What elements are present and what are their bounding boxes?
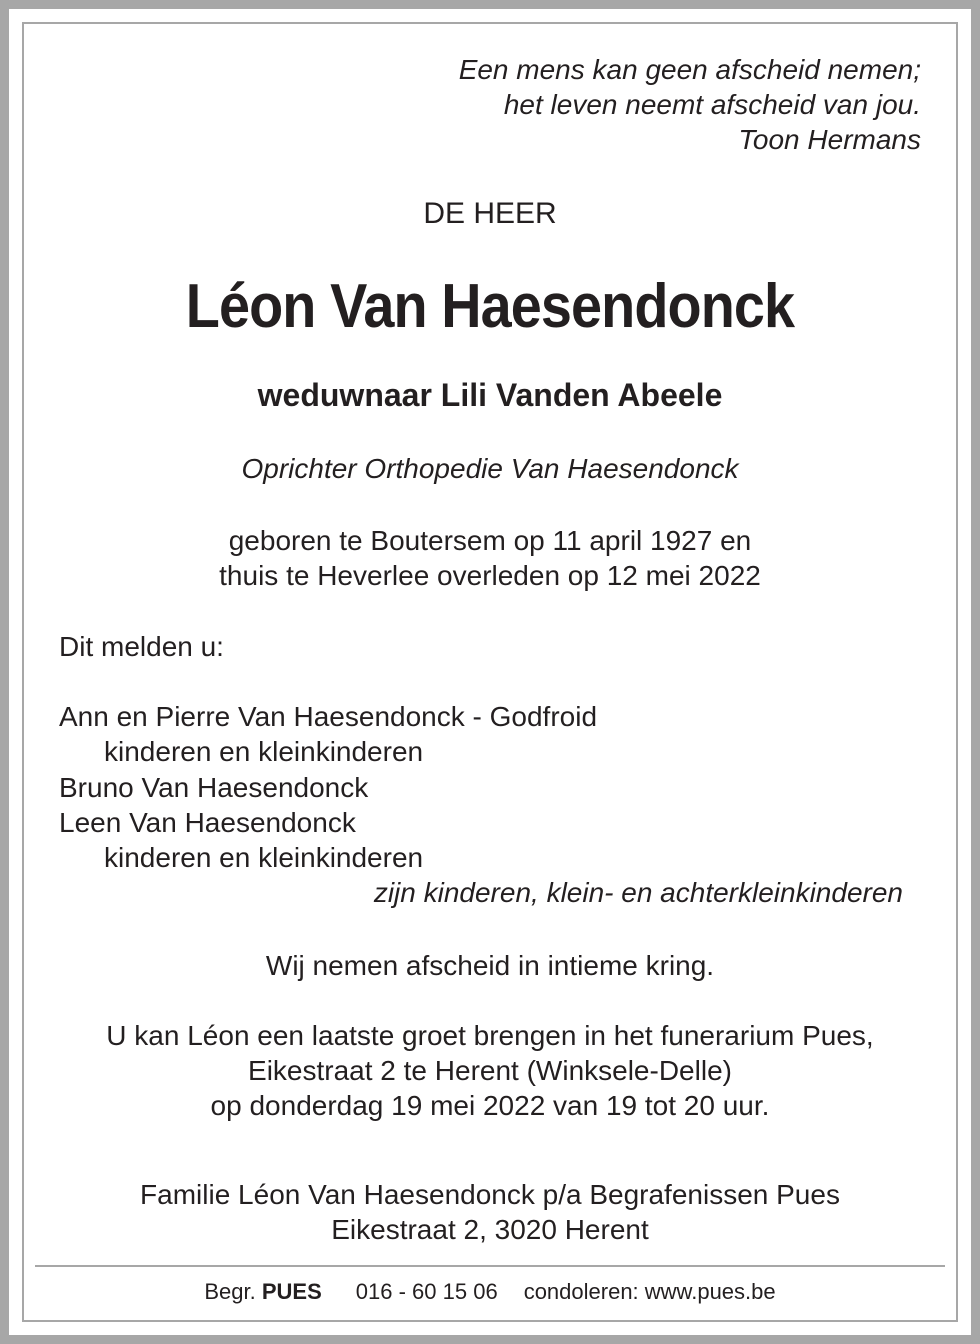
quote-line-1: Een mens kan geen afscheid nemen; (458, 54, 921, 85)
contact-line-2: Eikestraat 2, 3020 Herent (331, 1214, 649, 1245)
family-member-3-sub: kinderen en kleinkinderen (104, 842, 424, 873)
spouse-line: weduwnaar Lili Vanden Abeele (257, 377, 723, 413)
birth-line: geboren te Boutersem op 11 april 1927 en (228, 525, 752, 556)
family-relation: zijn kinderen, klein- en achterkleinkinderen (373, 877, 903, 908)
role-line: Oprichter Orthopedie Van Haesendonck (241, 453, 739, 484)
footer-phone: 016 - 60 15 06 (355, 1279, 498, 1304)
visitation-line-1: U kan Léon een laatste groet brengen in het funerarium Pues, (106, 1020, 874, 1051)
family-member-1: Ann en Pierre Van Haesendonck - Godfroid (59, 701, 598, 732)
visitation-line-3: op donderdag 19 mei 2022 van 19 tot 20 uur. (210, 1090, 770, 1121)
footer-condolence-link[interactable]: condoleren: www.pues.be (523, 1279, 776, 1304)
footer-prefix: Begr. (204, 1279, 256, 1304)
family-member-3: Leen Van Haesendonck (59, 807, 356, 838)
footer-divider (35, 1265, 945, 1267)
family-member-1-sub: kinderen en kleinkinderen (104, 736, 424, 767)
quote-line-2: het leven neemt afscheid van jou. (503, 89, 921, 120)
visitation-line-2: Eikestraat 2 te Herent (Winksele-Delle) (248, 1055, 732, 1086)
contact-line-1: Familie Léon Van Haesendonck p/a Begrafenissen Pues (140, 1179, 840, 1210)
footer (9, 1278, 971, 1306)
announce-intro: Dit melden u: (59, 631, 224, 662)
quote-author: Toon Hermans (738, 124, 921, 155)
footer-company: PUES (261, 1279, 322, 1304)
death-line: thuis te Heverlee overleden op 12 mei 2022 (219, 560, 761, 591)
honorific-title: DE HEER (423, 197, 557, 230)
obituary-card (9, 9, 971, 1335)
family-member-2: Bruno Van Haesendonck (59, 772, 369, 803)
farewell-line: Wij nemen afscheid in intieme kring. (265, 950, 715, 981)
deceased-name: Léon Van Haesendonck (185, 272, 795, 341)
